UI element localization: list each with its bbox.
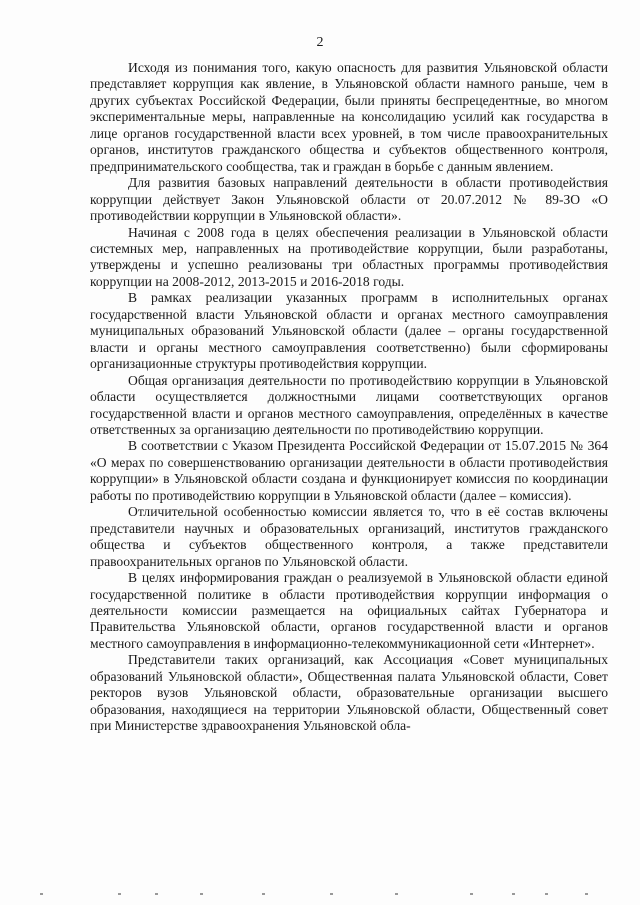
paragraph-3: Начиная с 2008 года в целях обеспечения реализации в Ульяновской области системных мер, направленных на противодействие коррупции, были разработаны, утверждены и успешно реализованы три областных программы противодействия коррупции на 2008-2012, 2013-2015 и 2016-2018 годы.: [90, 224, 608, 289]
document-body: [90, 60, 608, 735]
paragraph-8: В целях информирования граждан о реализуемой в Ульяновской области единой государственной политике в области противодействия коррупции информация о деятельности комиссии размещается на официальных сайтах Губернатора и Правительства Ульяновской области, органов государственной власти и органов местного самоуправления в информационно-телекоммуникационной сети «Интернет».: [90, 570, 608, 651]
paragraph-1: Исходя из понимания того, какую опасность для развития Ульяновской области представляет коррупция как явление, в Ульяновской области намного раньше, чем в других субъектах Российской Федерации, были приняты беспрецедентные, во многом экспериментальные меры, направленные на консолидацию усилий как государства в лице органов государственной власти всех уровней, в том числе правоохранительных органов, институтов гражданского общества и субъектов общественного контроля, предпринимательского сообщества, так и граждан в борьбе с данным явлением.: [90, 60, 608, 174]
paragraph-4: В рамках реализации указанных программ в исполнительных органах государственной власти Ульяновской области и органах местного самоуправления муниципальных образований Ульяновской области (далее – органы государственной власти и органы местного самоуправления соответственно) были сформированы организационные структуры противодействия коррупции.: [90, 290, 608, 372]
page-number: 2: [316, 35, 324, 50]
paragraph-6: В соответствии с Указом Президента Российской Федерации от 15.07.2015 № 364 «О мерах по совершенствованию организации деятельности в области противодействия коррупции» в Ульяновской области создана и функционирует комиссия по координации работы по противодействию коррупции в Ульяновской области (далее – комиссия).: [90, 438, 608, 503]
paragraph-9: Представители таких организаций, как Ассоциация «Совет муниципальных образований Ульяновской области», Общественная палата Ульяновской области, Совет ректоров вузов Ульяновской области, образовательные организации высшего образования, находящиеся на территории Ульяновской области, Общественный совет при Министерстве здравоохранения Ульяновской обла-: [90, 652, 608, 734]
paragraph-5: Общая организация деятельности по противодействию коррупции в Ульяновской области осуществляется должностными лицами соответствующих органов государственной власти и органов местного самоуправления, определённых в качестве ответственных за организацию деятельности по противодействию коррупции.: [90, 372, 608, 437]
paragraph-2: Для развития базовых направлений деятельности в области противодействия коррупции действует Закон Ульяновской области от 20.07.2012 № 89-ЗО «О противодействии коррупции в Ульяновской области».: [90, 175, 608, 224]
paragraph-7: Отличительной особенностью комиссии является то, что в её состав включены представители научных и образовательных организаций, институтов гражданского общества и субъектов общественного контроля, а также представители правоохранительных органов по Ульяновской области.: [90, 504, 608, 569]
scan-artifact-dots: [0, 893, 640, 899]
